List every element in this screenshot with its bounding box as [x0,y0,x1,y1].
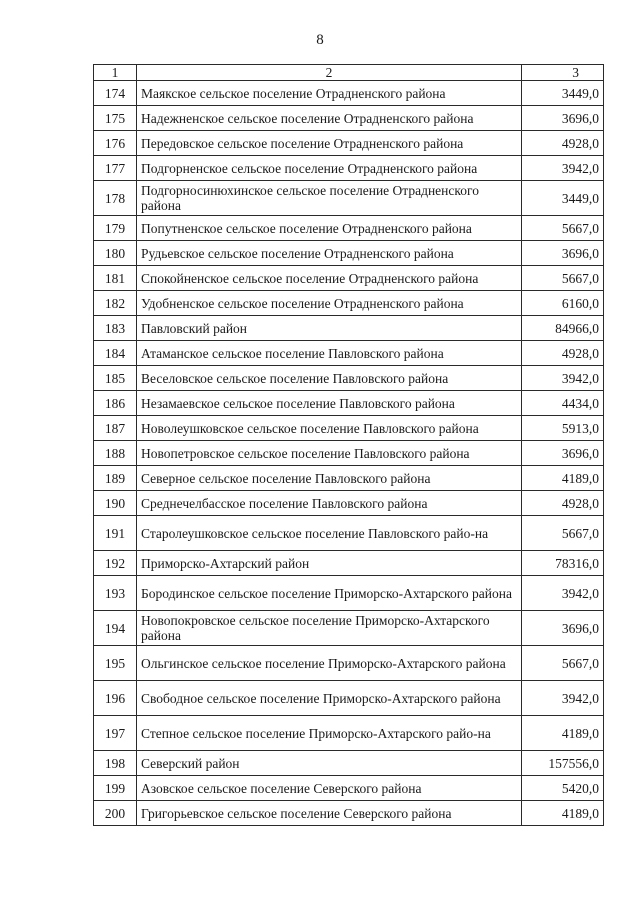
row-number-cell: 182 [94,291,137,316]
table-row [94,366,604,391]
table-row [94,156,604,181]
row-name-cell: Павловский район [137,316,522,341]
row-number-cell: 186 [94,391,137,416]
table-row [94,266,604,291]
table-row [94,316,604,341]
row-number-cell: 187 [94,416,137,441]
row-name-cell: Старолеушковское сельское поселение Павловского райо-на [137,516,522,551]
row-number-cell: 179 [94,216,137,241]
row-number-cell: 197 [94,716,137,751]
table-body [94,65,604,826]
row-number-cell: 176 [94,131,137,156]
row-number-cell: 196 [94,681,137,716]
row-value-cell: 5420,0 [522,776,604,801]
table-row [94,106,604,131]
row-value-cell: 4928,0 [522,491,604,516]
row-name-cell: Маякское сельское поселение Отрадненского района [137,81,522,106]
row-name-cell: Веселовское сельское поселение Павловского района [137,366,522,391]
row-name-cell: Новопетровское сельское поселение Павловского района [137,441,522,466]
row-value-cell: 4434,0 [522,391,604,416]
row-name-cell: Среднечелбасское поселение Павловского района [137,491,522,516]
row-name-cell: Азовское сельское поселение Северского района [137,776,522,801]
row-name-cell: Рудьевское сельское поселение Отрадненского района [137,241,522,266]
row-number-cell: 184 [94,341,137,366]
row-value-cell: 4928,0 [522,131,604,156]
table-row [94,751,604,776]
row-value-cell: 5667,0 [522,516,604,551]
row-value-cell: 84966,0 [522,316,604,341]
page-number: 8 [316,32,324,48]
row-name-cell: Передовское сельское поселение Отрадненского района [137,131,522,156]
row-number-cell: 192 [94,551,137,576]
row-value-cell: 3942,0 [522,681,604,716]
header-col-3: 3 [522,65,604,81]
table-row [94,576,604,611]
row-name-cell: Свободное сельское поселение Приморско-Ахтарского района [137,681,522,716]
row-value-cell: 78316,0 [522,551,604,576]
row-name-cell: Степное сельское поселение Приморско-Ахтарского райо-на [137,716,522,751]
row-value-cell: 4189,0 [522,801,604,826]
row-number-cell: 195 [94,646,137,681]
table-row [94,181,604,216]
table-row [94,551,604,576]
row-number-cell: 183 [94,316,137,341]
table-row [94,341,604,366]
row-number-cell: 191 [94,516,137,551]
table-row [94,611,604,646]
row-value-cell: 6160,0 [522,291,604,316]
row-value-cell: 3942,0 [522,576,604,611]
row-number-cell: 175 [94,106,137,131]
header-col-1: 1 [94,65,137,81]
row-value-cell: 5667,0 [522,266,604,291]
row-name-cell: Спокойненское сельское поселение Отрадненского района [137,266,522,291]
table-row [94,441,604,466]
header-col-2: 2 [137,65,522,81]
table-row [94,291,604,316]
row-value-cell: 3696,0 [522,241,604,266]
row-value-cell: 3696,0 [522,106,604,131]
table-row [94,646,604,681]
table-row [94,81,604,106]
row-name-cell: Новолеушковское сельское поселение Павловского района [137,416,522,441]
row-name-cell: Григорьевское сельское поселение Северского района [137,801,522,826]
row-value-cell: 3696,0 [522,441,604,466]
row-number-cell: 189 [94,466,137,491]
row-name-cell: Надежненское сельское поселение Отрадненского района [137,106,522,131]
row-value-cell: 4189,0 [522,716,604,751]
row-name-cell: Бородинское сельское поселение Приморско-Ахтарского района [137,576,522,611]
table-row [94,416,604,441]
row-name-cell: Подгорносинюхинское сельское поселение Отрадненского района [137,181,522,216]
table-row [94,491,604,516]
row-number-cell: 193 [94,576,137,611]
row-value-cell: 3942,0 [522,156,604,181]
row-name-cell: Удобненское сельское поселение Отрадненского района [137,291,522,316]
row-number-cell: 180 [94,241,137,266]
row-number-cell: 181 [94,266,137,291]
row-number-cell: 185 [94,366,137,391]
row-value-cell: 3449,0 [522,81,604,106]
row-value-cell: 3449,0 [522,181,604,216]
table-row [94,131,604,156]
row-value-cell: 4189,0 [522,466,604,491]
table-row [94,516,604,551]
row-value-cell: 3696,0 [522,611,604,646]
row-value-cell: 157556,0 [522,751,604,776]
table-row [94,466,604,491]
table-row [94,391,604,416]
table-row [94,801,604,826]
row-value-cell: 5667,0 [522,216,604,241]
row-number-cell: 188 [94,441,137,466]
row-name-cell: Ольгинское сельское поселение Приморско-Ахтарского района [137,646,522,681]
row-value-cell: 3942,0 [522,366,604,391]
row-number-cell: 177 [94,156,137,181]
row-name-cell: Незамаевское сельское поселение Павловского района [137,391,522,416]
table-row [94,241,604,266]
row-name-cell: Приморско-Ахтарский район [137,551,522,576]
row-value-cell: 5913,0 [522,416,604,441]
row-value-cell: 4928,0 [522,341,604,366]
row-number-cell: 199 [94,776,137,801]
row-number-cell: 194 [94,611,137,646]
row-name-cell: Попутненское сельское поселение Отрадненского района [137,216,522,241]
table-row [94,776,604,801]
allocation-table [93,64,604,826]
table-row [94,681,604,716]
row-number-cell: 174 [94,81,137,106]
row-name-cell: Северное сельское поселение Павловского района [137,466,522,491]
row-number-cell: 178 [94,181,137,216]
row-name-cell: Подгорненское сельское поселение Отрадненского района [137,156,522,181]
row-name-cell: Новопокровское сельское поселение Приморско-Ахтарского района [137,611,522,646]
row-value-cell: 5667,0 [522,646,604,681]
row-name-cell: Атаманское сельское поселение Павловского района [137,341,522,366]
row-number-cell: 198 [94,751,137,776]
table-row [94,216,604,241]
table-row [94,716,604,751]
row-number-cell: 190 [94,491,137,516]
row-number-cell: 200 [94,801,137,826]
row-name-cell: Северский район [137,751,522,776]
table-header-row [94,65,604,81]
